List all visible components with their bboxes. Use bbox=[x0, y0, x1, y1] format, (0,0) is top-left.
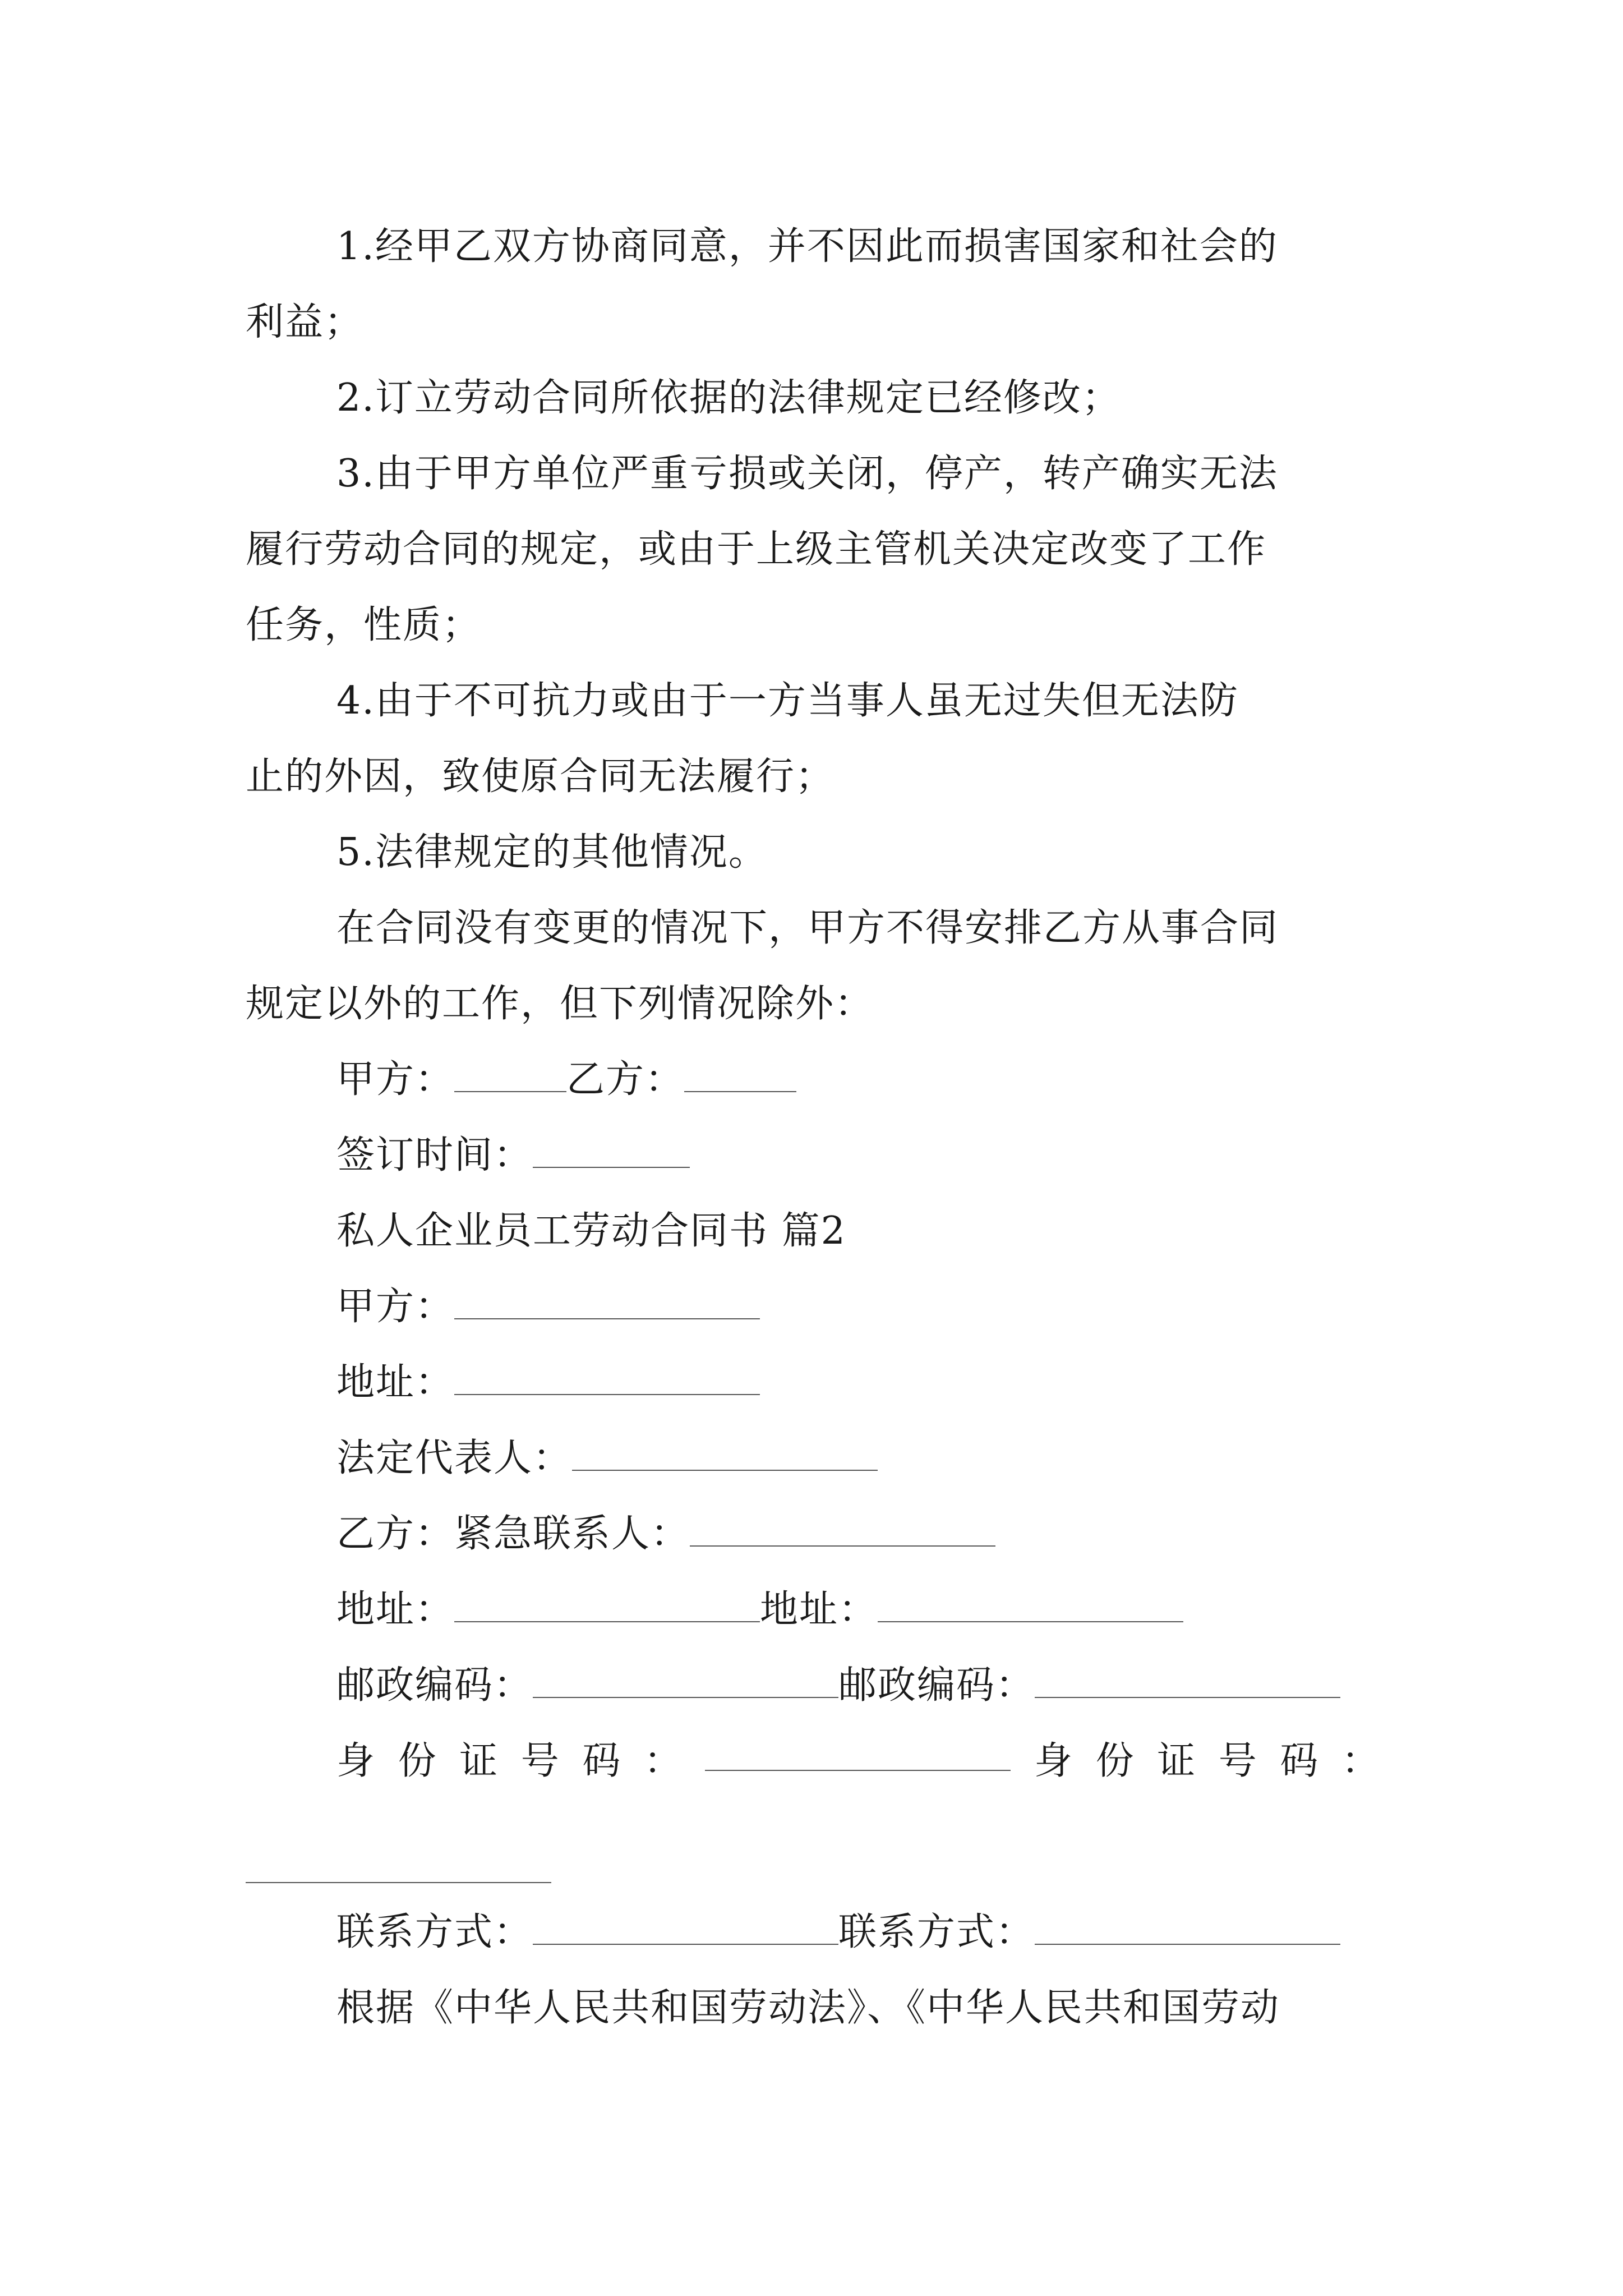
contact-1-blank[interactable] bbox=[533, 1910, 838, 1945]
id-1-char: 身 bbox=[336, 1739, 375, 1783]
signature-parties-line bbox=[336, 1055, 796, 1105]
signature-date-line bbox=[336, 1130, 690, 1181]
address-1-label: 地址： bbox=[336, 1588, 455, 1632]
contact-2-blank[interactable] bbox=[1035, 1910, 1340, 1945]
party-a-line bbox=[336, 1282, 760, 1332]
address-a-line bbox=[336, 1358, 760, 1408]
legal-rep-line bbox=[336, 1433, 878, 1484]
id-number-pair-line bbox=[336, 1736, 1380, 1787]
address-a-label: 地址： bbox=[336, 1360, 455, 1405]
section-title: 私人企业员工劳动合同书 篇2 bbox=[336, 1209, 846, 1253]
party-a-blank[interactable] bbox=[454, 1285, 760, 1319]
signature-date-blank[interactable] bbox=[533, 1133, 690, 1168]
id-2-char: 身 bbox=[1034, 1739, 1073, 1783]
clause-1-line-2: 利益； bbox=[246, 300, 364, 344]
id-2-char: 份 bbox=[1095, 1739, 1134, 1783]
id-1-char: 号 bbox=[520, 1739, 559, 1783]
postcode-1-label: 邮政编码： bbox=[336, 1663, 533, 1708]
signature-date-label: 签订时间： bbox=[336, 1133, 533, 1177]
clause-3-line-2: 履行劳动合同的规定，或由于上级主管机关决定改变了工作 bbox=[246, 527, 1267, 572]
id-2-char: ： bbox=[1341, 1739, 1380, 1783]
id-1-char: 份 bbox=[398, 1739, 436, 1783]
postcode-2-label: 邮政编码： bbox=[838, 1663, 1035, 1708]
address-2-label: 地址： bbox=[760, 1588, 878, 1632]
legal-rep-blank[interactable] bbox=[572, 1436, 878, 1471]
id-2-char: 码 bbox=[1280, 1739, 1318, 1783]
id-1-char: ： bbox=[643, 1739, 682, 1783]
party-a-label: 甲方： bbox=[336, 1285, 455, 1329]
party-b-label: 乙方：紧急联系人： bbox=[336, 1512, 690, 1556]
contact-1-label: 联系方式： bbox=[336, 1910, 533, 1954]
id-number-2-blank[interactable] bbox=[246, 1882, 551, 1883]
contact-pair-line bbox=[336, 1907, 1340, 1958]
clause-3-line-1: 3.由于甲方单位严重亏损或关闭，停产，转产确实无法 bbox=[336, 452, 1278, 496]
contact-2-label: 联系方式： bbox=[838, 1910, 1035, 1954]
id-1-char: 证 bbox=[459, 1739, 498, 1783]
id-2-char: 证 bbox=[1157, 1739, 1196, 1783]
address-2-blank[interactable] bbox=[878, 1588, 1183, 1622]
id-2-char: 号 bbox=[1218, 1739, 1257, 1783]
address-1-blank[interactable] bbox=[454, 1588, 760, 1622]
clause-1-line-1: 1.经甲乙双方协商同意，并不因此而损害国家和社会的 bbox=[336, 224, 1278, 269]
legal-rep-label: 法定代表人： bbox=[336, 1436, 573, 1480]
emergency-contact-blank[interactable] bbox=[690, 1512, 995, 1547]
signature-party-a-blank[interactable] bbox=[454, 1057, 566, 1092]
signature-party-a-label: 甲方： bbox=[336, 1057, 455, 1102]
clause-4-line-2: 止的外因，致使原合同无法履行； bbox=[246, 754, 835, 799]
signature-party-b-blank[interactable] bbox=[684, 1057, 796, 1092]
party-b-line bbox=[336, 1509, 995, 1559]
closing-line: 根据《中华人民共和国劳动法》、《中华人民共和国劳动 bbox=[336, 1986, 1280, 2030]
clause-2: 2.订立劳动合同所依据的法律规定已经修改； bbox=[336, 376, 1121, 420]
clause-5: 5.法律规定的其他情况。 bbox=[336, 830, 768, 875]
clause-3-line-3: 任务，性质； bbox=[246, 603, 482, 647]
id-number-1-blank[interactable] bbox=[705, 1736, 1011, 1771]
paragraph-line-1: 在合同没有变更的情况下，甲方不得安排乙方从事合同 bbox=[336, 906, 1279, 950]
signature-party-b-label: 乙方： bbox=[566, 1057, 685, 1102]
postcode-2-blank[interactable] bbox=[1035, 1663, 1340, 1698]
id-1-char: 码 bbox=[582, 1739, 621, 1783]
postcode-pair-line bbox=[336, 1660, 1340, 1711]
address-a-blank[interactable] bbox=[454, 1360, 760, 1395]
paragraph-line-2: 规定以外的工作，但下列情况除外： bbox=[246, 982, 874, 1026]
clause-4-line-1: 4.由于不可抗力或由于一方当事人虽无过失但无法防 bbox=[336, 679, 1239, 723]
address-pair-line bbox=[336, 1585, 1183, 1635]
postcode-1-blank[interactable] bbox=[533, 1663, 838, 1698]
